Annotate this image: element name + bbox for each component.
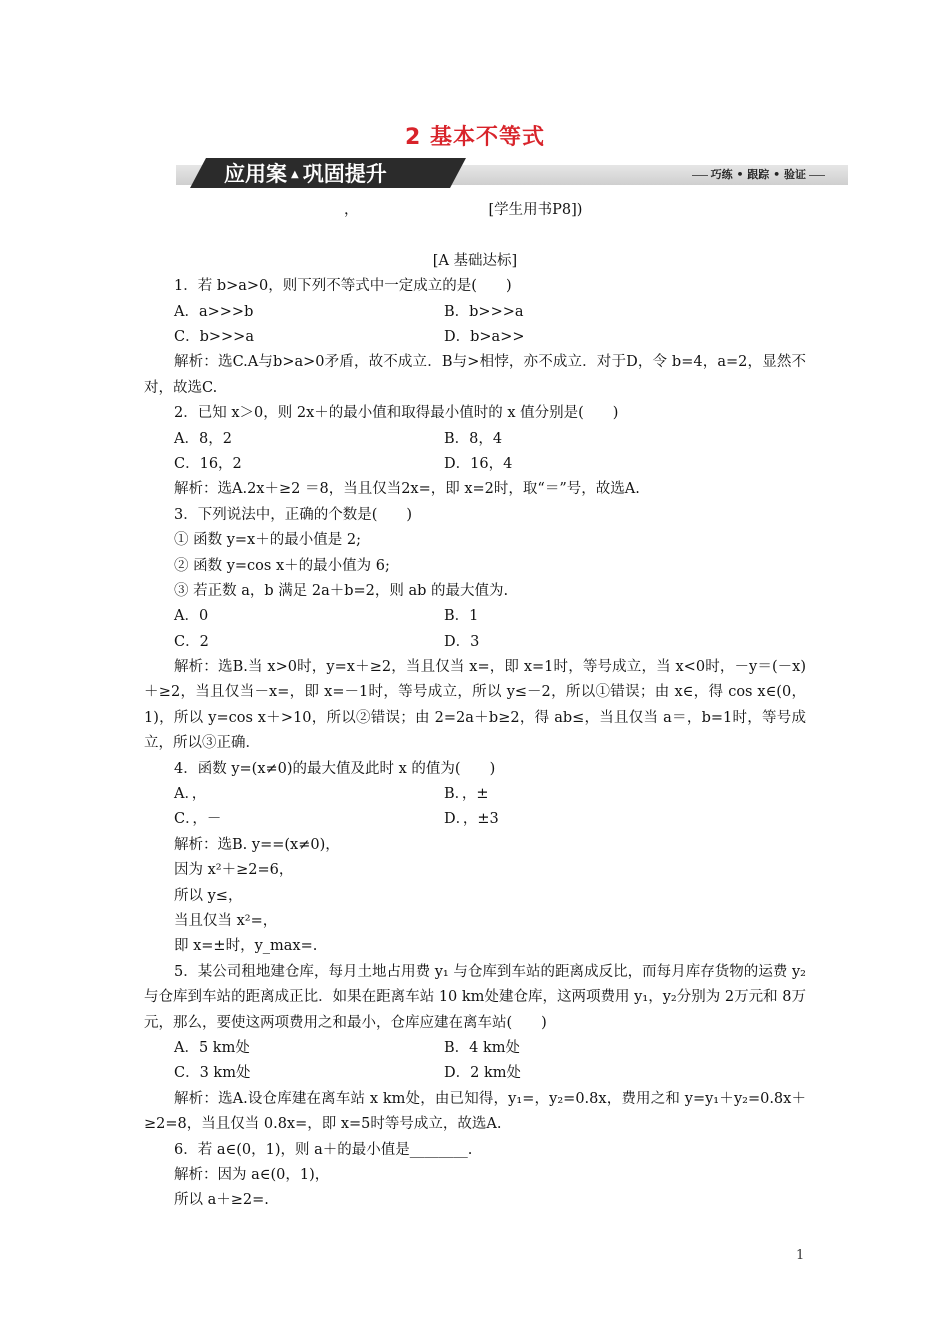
option-b: B．8，4 [444, 430, 503, 447]
option-a: A．0 [174, 608, 209, 625]
option-b: B．，± [444, 786, 489, 803]
solution-6-line-1: 解析：因为 a∈(0，1)， [174, 1167, 330, 1184]
question-2: 2．已知 x＞0，则 2x＋的最小值和取得最小值时的 x 值分别是( ) [174, 405, 619, 422]
solution-4-line-4: 当且仅当 x²=， [174, 913, 278, 930]
option-b: B．b>>>a [444, 303, 524, 320]
options-row [144, 325, 806, 350]
banner-tag [689, 166, 828, 184]
options-row [144, 782, 806, 807]
options-row [144, 630, 806, 655]
solution-4-line-2: 因为 x²＋≥2=6， [174, 862, 294, 879]
question-4: 4．函数 y=(x≠0)的最大值及此时 x 的值为( ) [174, 760, 496, 777]
option-a: A．5 km处 [174, 1040, 250, 1057]
section-banner [176, 158, 848, 194]
options-row [144, 1036, 806, 1061]
question-6: 6．若 a∈(0，1)，则 a＋的最小值是________. [174, 1141, 473, 1158]
solution-5: 解析：选A.设仓库建在离车站 x km处，由已知得，y₁=，y₂=0.8x，费用之和 y=y₁＋y₂=0.8x＋≥2=8，当且仅当 0.8x=，即 x=5时等号成立，故选A. [144, 1090, 806, 1133]
options-row [144, 1061, 806, 1086]
options-row [144, 452, 806, 477]
option-d: D．16，4 [444, 455, 513, 472]
dash-right [809, 175, 825, 176]
option-d: D．2 km处 [444, 1065, 521, 1082]
solution-1: 解析：选C.A与b>a>0矛盾，故不成立．B与>相悖，亦不成立．对于D，令 b=4，a=2，显然不对，故选C. [144, 354, 806, 396]
options-row [144, 807, 806, 832]
statement-2: ② 函数 y=cos x＋的最小值为 6; [174, 557, 390, 574]
banner-tag-text: 巧练 • 跟踪 • 验证 [710, 168, 806, 181]
option-c: C．3 km处 [174, 1065, 251, 1082]
solution-3: 解析：选B.当 x>0时，y=x＋≥2，当且仅当 x=，即 x=1时，等号成立，当 x<0时，－y＝(－x)＋≥2，当且仅当－x=，即 x=－1时，等号成立，所以 y≤－2，所以①错误；由 x∈，得 cos x∈(0，1)，所以 y=cos x＋>10，所以②错误；由 2=2a＋b≥2，得 ab≤，当且仅当 a＝，b=1时，等号成立，所以③正确． [144, 659, 806, 752]
triangle-icon: ▲ [291, 169, 299, 180]
document-body [144, 198, 806, 1214]
option-c: C．2 [174, 633, 209, 650]
option-b: B．4 km处 [444, 1040, 521, 1057]
solution-4-line-1: 解析：选B. y==(x≠0)， [174, 836, 340, 853]
options-row [144, 427, 806, 452]
statement-3: ③ 若正数 a，b 满足 2a＋b=2，则 ab 的最大值为. [174, 582, 509, 599]
question-3: 3．下列说法中，正确的个数是( ) [174, 506, 413, 523]
option-a: A．， [174, 786, 207, 803]
question-5: 5．某公司租地建仓库，每月土地占用费 y₁ 与仓库到车站的距离成反比，而每月库存货物的运费 y₂ 与仓库到车站的距离成正比．如果在距离车站 10 km处建仓库，这两项费用 y₁，y₂分别为 2万元和 8万元，那么，要使这两项费用之和最小，仓库应建在离车站( ) [144, 963, 806, 1031]
statement-1: ① 函数 y=x＋的最小值是 2; [174, 532, 361, 549]
solution-4-line-3: 所以 y≤， [174, 887, 243, 904]
option-a: A．8，2 [174, 430, 232, 447]
options-row [144, 604, 806, 629]
question-1: 1．若 b>a>0，则下列不等式中一定成立的是( ) [174, 278, 512, 295]
banner-heading [224, 159, 387, 189]
option-d: D．，±3 [444, 811, 499, 828]
banner-right-label: 巩固提升 [302, 162, 387, 186]
page-number: 1 [796, 1248, 805, 1263]
solution-6-line-2: 所以 a＋≥2=. [174, 1192, 269, 1209]
option-a: A．a>>>b [174, 303, 254, 320]
solution-4-line-5: 即 x=±时，y_max=. [174, 938, 318, 955]
banner-left-label: 应用案 [224, 162, 287, 186]
solution-2: 解析：选A.2x＋≥2 ＝8，当且仅当2x=，即 x=2时，取“＝”号，故选A. [174, 481, 640, 498]
option-c: C．b>>>a [174, 328, 254, 345]
page-title: 2 基本不等式 [405, 125, 545, 150]
dash-left [692, 175, 708, 176]
section-heading: [A 基础达标] [432, 252, 518, 269]
book-reference [144, 198, 806, 223]
reference-comma: ， [344, 202, 359, 218]
option-d: D．b>a>> [444, 328, 525, 345]
option-b: B．1 [444, 608, 479, 625]
option-c: C．16，2 [174, 455, 242, 472]
reference-text: [学生用书P8]) [488, 202, 583, 218]
option-d: D．3 [444, 633, 480, 650]
option-c: C．，－ [174, 811, 222, 828]
options-row [144, 300, 806, 325]
